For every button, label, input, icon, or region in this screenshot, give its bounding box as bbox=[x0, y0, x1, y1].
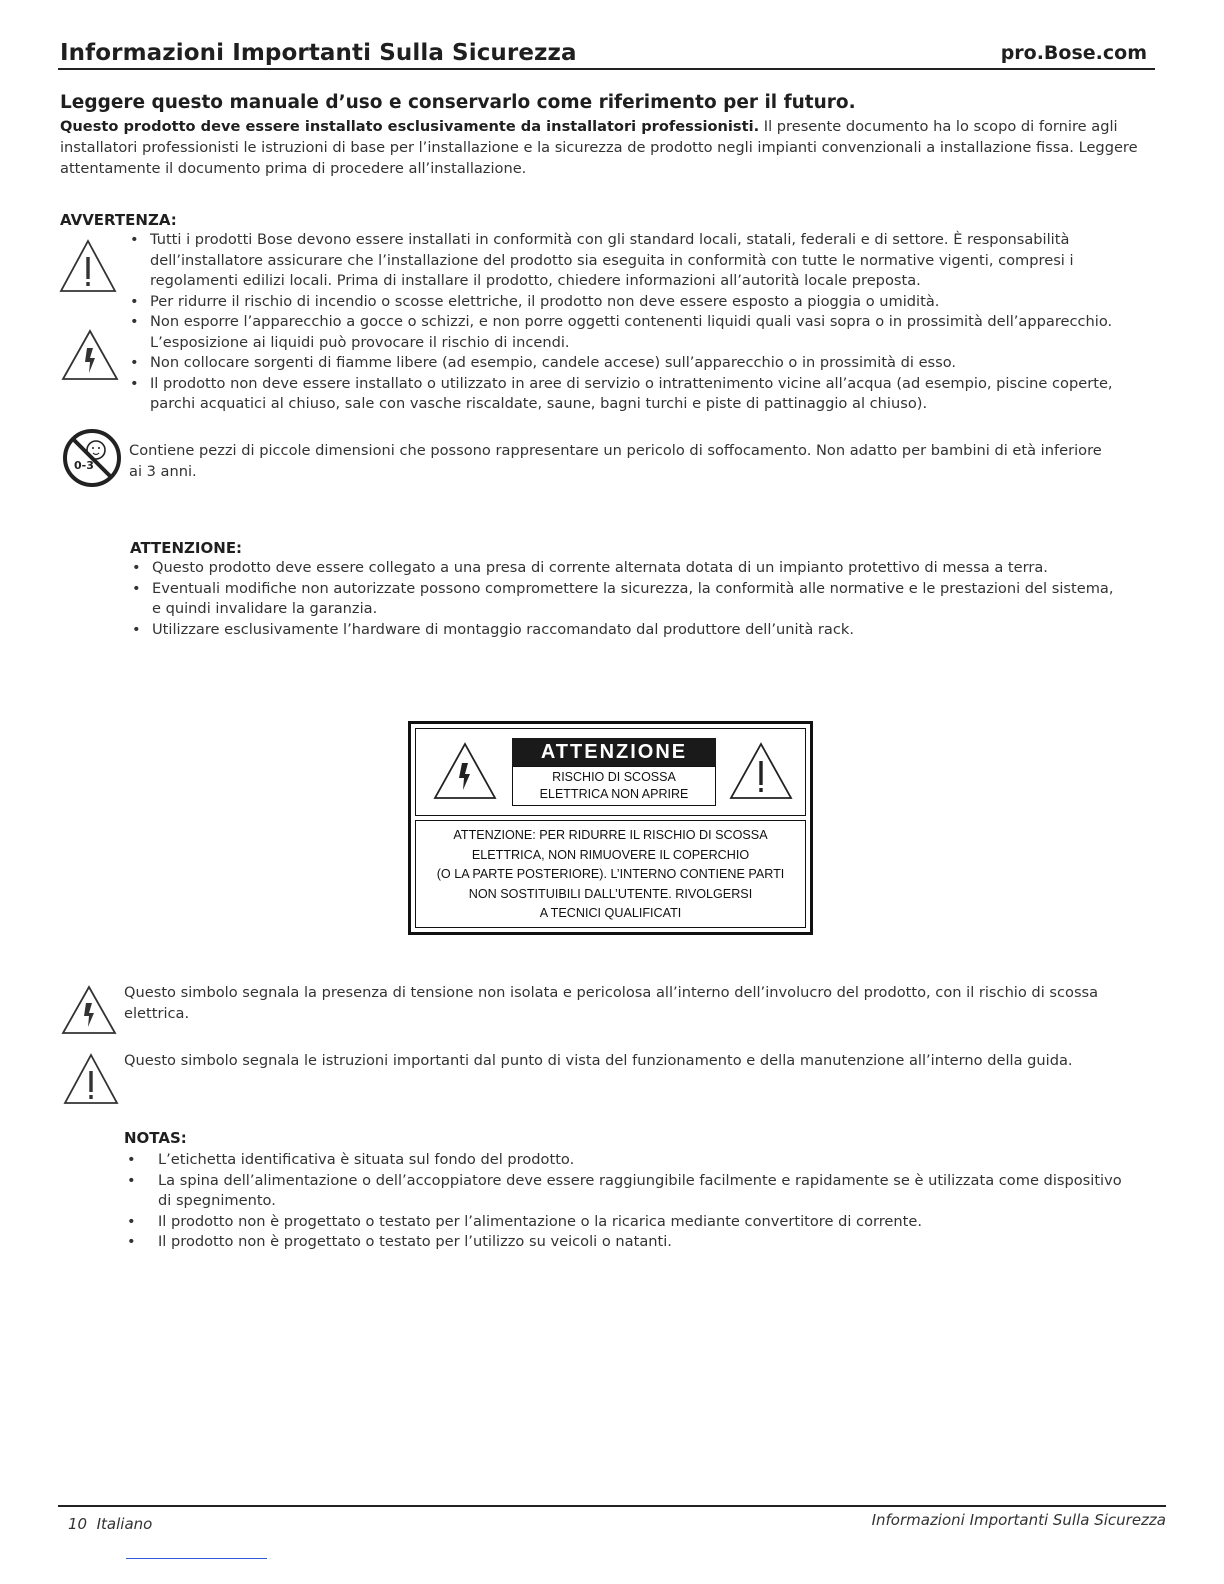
footer-link-underline bbox=[126, 1558, 267, 1559]
intro-paragraph bbox=[60, 116, 1150, 179]
list-item: • Utilizzare esclusivamente l’hardware di montaggio raccomandato dal produttore dell’unità rack. bbox=[130, 620, 1120, 641]
caution-label-sub-line: RISCHIO DI SCOSSA bbox=[552, 770, 676, 784]
caution-label-line: A TECNICI QUALIFICATI bbox=[539, 906, 682, 920]
page-title: Informazioni Importanti Sulla Sicurezza bbox=[60, 40, 577, 66]
manual-heading: Leggere questo manuale d’uso e conservarlo come riferimento per il futuro. bbox=[60, 92, 856, 113]
notes-list bbox=[125, 1150, 1125, 1253]
list-item: • L’etichetta identificativa è situata sul fondo del prodotto. bbox=[125, 1150, 1125, 1171]
lightning-triangle-icon bbox=[432, 741, 498, 801]
intro-text: Il presente documento ha lo scopo di fornire agli installatori professionisti le istruzioni di base per l’installazione e la sicurezza de prodotto negli impianti convenzionali a installazione fissa. Leggere attentamente il documento prima di procedere all’installazione. bbox=[60, 118, 1138, 177]
caution-title: ATTENZIONE: bbox=[130, 539, 243, 557]
caution-label-bottom bbox=[415, 820, 806, 928]
caution-label-line: ELETTRICA, NON RIMUOVERE IL COPERCHIO bbox=[471, 847, 750, 862]
caution-label bbox=[408, 721, 813, 935]
caution-label-heading: ATTENZIONE bbox=[512, 738, 716, 766]
list-item: • Questo prodotto deve essere collegato a una presa di corrente alternata dotata di un impianto protettivo di messa a terra. bbox=[130, 558, 1120, 579]
exclamation-triangle-icon bbox=[62, 1052, 120, 1106]
list-item: • Eventuali modifiche non autorizzate possono compromettere la sicurezza, la conformità alle normative e le prestazioni del sistema, e quindi invalidare la garanzia. bbox=[130, 579, 1120, 620]
choking-age-label: 0-3 bbox=[74, 459, 94, 472]
site-url: pro.Bose.com bbox=[1000, 42, 1147, 64]
instructions-symbol-text: Questo simbolo segnala le istruzioni importanti dal punto di vista del funzionamento e della manutenzione all’interno della guida. bbox=[124, 1052, 1073, 1069]
header-rule bbox=[58, 68, 1155, 70]
caution-label-sub bbox=[512, 766, 716, 806]
footer-rule bbox=[58, 1505, 1166, 1507]
lightning-triangle-icon bbox=[60, 984, 118, 1036]
warning-title: AVVERTENZA: bbox=[60, 211, 177, 229]
list-item: • Il prodotto non è progettato o testato per l’alimentazione o la ricarica mediante convertitore di corrente. bbox=[125, 1212, 1125, 1233]
list-item: • La spina dell’alimentazione o dell’accoppiatore deve essere raggiungibile facilmente e rapidamente se è utilizzata come dispositivo di spegnimento. bbox=[125, 1171, 1125, 1212]
choking-warning-text: Contiene pezzi di piccole dimensioni che possono rappresentare un pericolo di soffocamento. Non adatto per bambini di età inferiore ai 3 anni. bbox=[129, 442, 1102, 480]
notes-title: NOTAS: bbox=[124, 1129, 187, 1147]
list-item: • Per ridurre il rischio di incendio o scosse elettriche, il prodotto non deve essere esposto a pioggia o umidità. bbox=[128, 292, 1140, 313]
caution-label-text bbox=[416, 826, 805, 924]
list-item: • Non collocare sorgenti di fiamme libere (ad esempio, candele accese) sull’apparecchio o in prossimità di esso. bbox=[128, 353, 1140, 374]
lightning-triangle-icon bbox=[60, 328, 120, 382]
caution-list bbox=[130, 558, 1120, 640]
list-item: • Tutti i prodotti Bose devono essere installati in conformità con gli standard locali, statali, federali e di settore. È responsabilità dell’installatore assicurare che l’installazione del prodotto sia eseguita in conformità con tutte le normative vigenti, compresi i regolamenti edilizi locali. Prima di installare il prodotto, chiedere informazioni all’autorità locale preposta. bbox=[128, 230, 1140, 292]
footer-section-title: Informazioni Importanti Sulla Sicurezza bbox=[871, 1511, 1166, 1529]
warning-list bbox=[128, 230, 1140, 415]
list-item: • Il prodotto non è progettato o testato per l’utilizzo su veicoli o natanti. bbox=[125, 1232, 1125, 1253]
intro-bold-lead: Questo prodotto deve essere installato esclusivamente da installatori professionisti. bbox=[60, 118, 760, 135]
caution-label-line: NON SOSTITUIBILI DALL’UTENTE. RIVOLGERSI bbox=[468, 886, 753, 901]
caution-label-line: (O LA PARTE POSTERIORE). L’INTERNO CONTIENE PARTI bbox=[436, 867, 785, 881]
list-item: • Non esporre l’apparecchio a gocce o schizzi, e non porre oggetti contenenti liquidi quali vasi sopra o in prossimità dell’apparecchio. L’esposizione ai liquidi può provocare il rischio di incendi. bbox=[128, 312, 1140, 353]
choking-hazard-icon bbox=[62, 428, 122, 488]
exclamation-triangle-icon bbox=[728, 741, 794, 801]
caution-label-line: ATTENZIONE: PER RIDURRE IL RISCHIO DI SCOSSA bbox=[453, 828, 768, 842]
caution-label-top bbox=[415, 728, 806, 816]
list-item: • Il prodotto non deve essere installato o utilizzato in aree di servizio o intrattenimento vicine all’acqua (ad esempio, piscine coperte, parchi acquatici al chiuso, sale con vasche riscaldate, saune, bagni turchi e piste di pattinaggio al chiuso). bbox=[128, 374, 1140, 415]
exclamation-triangle-icon bbox=[58, 238, 118, 294]
voltage-symbol-text: Questo simbolo segnala la presenza di tensione non isolata e pericolosa all’interno dell’involucro del prodotto, con il rischio di scossa elettrica. bbox=[124, 984, 1099, 1022]
caution-label-sub-line: ELETTRICA NON APRIRE bbox=[539, 787, 689, 801]
page-number-label: 10 Italiano bbox=[68, 1515, 153, 1533]
